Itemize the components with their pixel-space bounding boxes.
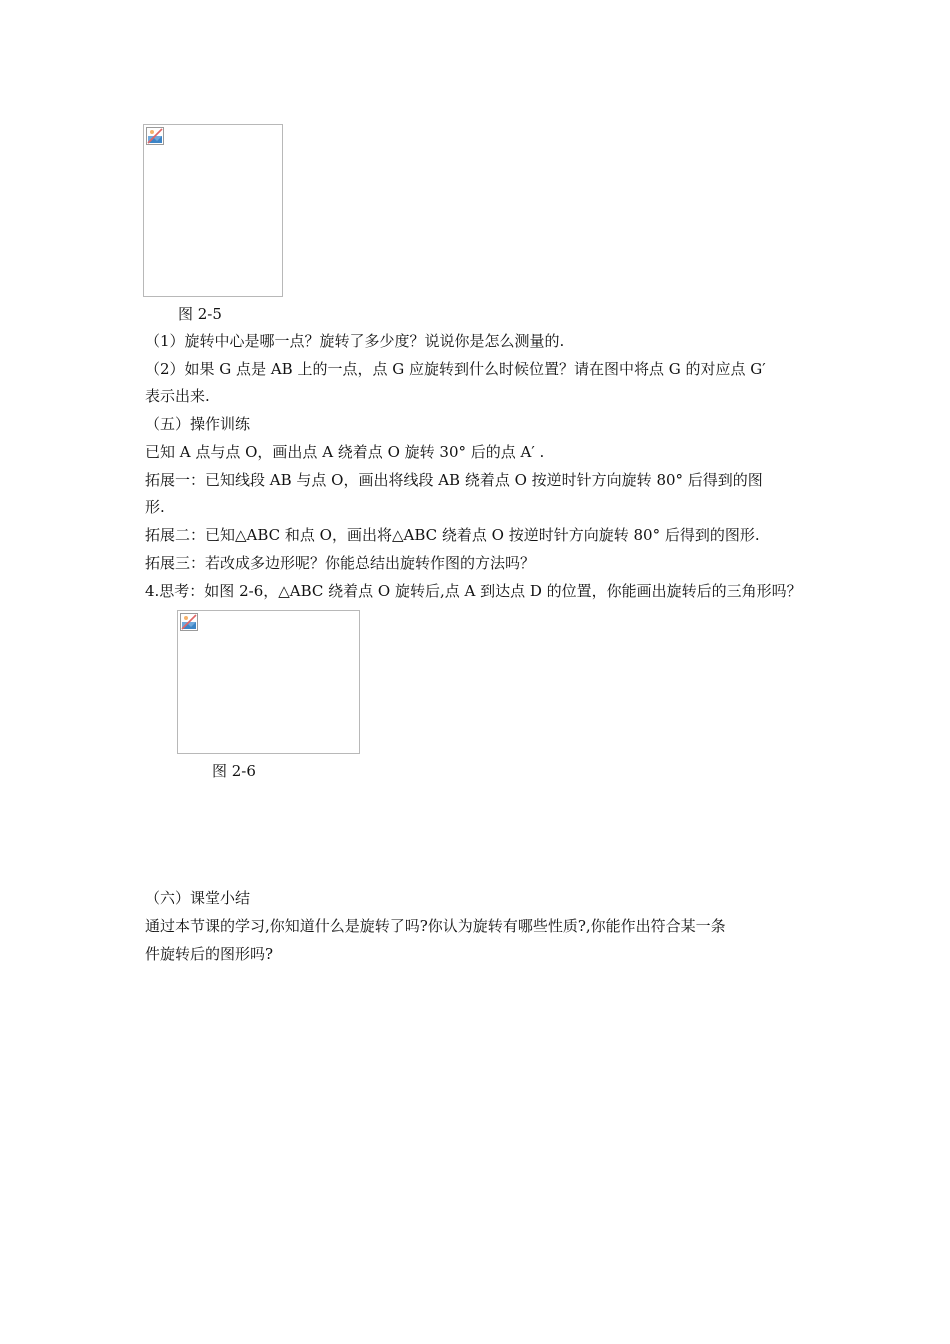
extension-1-line-2: 形. [145,498,165,516]
question-2-line-1: （2）如果 G 点是 AB 上的一点，点 G 应旋转到什么时候位置？请在图中将点 G 的对应点 G′ [145,360,766,378]
section-5-heading: （五）操作训练 [145,415,251,433]
question-2-line-2: 表示出来. [145,387,210,405]
figure-2-6-image [177,610,360,754]
extension-3: 拓展三：若改成多边形呢？你能总结出旋转作图的方法吗？ [145,554,536,572]
broken-image-icon [180,613,198,631]
question-1: （1）旋转中心是哪一点？旋转了多少度？说说你是怎么测量的. [145,332,565,350]
summary-line-2: 件旋转后的图形吗? [145,945,274,963]
broken-image-icon [146,127,164,145]
think-question: 4.思考：如图 2-6，△ABC 绕着点 O 旋转后,点 A 到达点 D 的位置，你能画出旋转后的三角形吗？ [145,582,802,600]
summary-line-1: 通过本节课的学习,你知道什么是旋转了吗?你认为旋转有哪些性质?,你能作出符合某一条 [145,917,726,935]
figure-2-5-caption: 图 2-5 [178,305,222,323]
extension-1-line-1: 拓展一：已知线段 AB 与点 O，画出将线段 AB 绕着点 O 按逆时针方向旋转 80° 后得到的图 [145,471,763,489]
task-rotate-point: 已知 A 点与点 O，画出点 A 绕着点 O 旋转 30° 后的点 A′ . [145,443,545,461]
extension-2: 拓展二：已知△ABC 和点 O，画出将△ABC 绕着点 O 按逆时针方向旋转 80° 后得到的图形. [145,526,760,544]
figure-2-5-image [143,124,283,297]
section-6-heading: （六）课堂小结 [145,889,251,907]
figure-2-6-caption: 图 2-6 [212,762,256,780]
